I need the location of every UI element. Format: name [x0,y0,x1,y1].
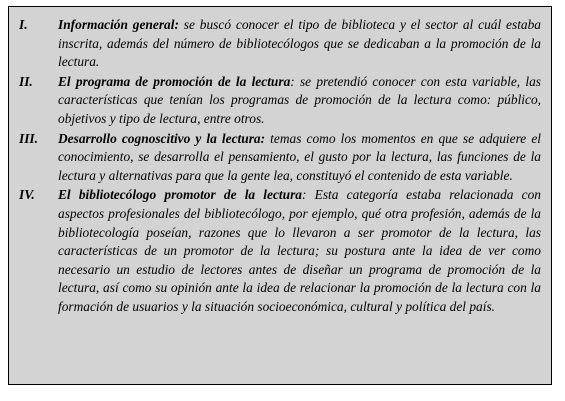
item-numeral: II. [19,73,33,89]
item-body: : Esta categoría estaba relacionada con aspectos profesionales del bibliotecólogo, por ejemplo, qué otra profesión, además de la bibliotecología poseían, razones que lo llevaron a ser promotor de la lectura, las características de un promotor de la lectura; su postura ante la idea de ver como necesario un estudio de lectores antes de diseñar un programa de promoción de la lectura, así como su opinión ante la idea de relacionar la promoción de la lectura con la formación de usuarios y la situación socioeconómica, cultural y política del país. [58,187,541,314]
item-heading: Información general: [58,17,179,32]
item-heading: El programa de promoción de la lectura [58,73,291,89]
item-text [58,73,541,129]
list-item [19,73,541,129]
item-numeral: IV. [19,187,35,203]
item-text [58,186,541,316]
list-item [19,130,541,186]
item-numeral: III. [19,130,38,146]
list-item [19,186,541,316]
item-heading: Desarrollo cognoscitivo y la lectura: [58,130,266,146]
item-numeral: I. [19,17,28,32]
item-body: se buscó conocer el tipo de biblioteca y el sector al cuál estaba inscrita, además del número de bibliotecólogos que se dedicaban a la promoción de la lectura. [58,17,541,70]
item-text [58,16,541,72]
item-heading: El bibliotecólogo promotor de la lectura [58,187,302,203]
item-body: : se pretendió conocer con esta variable, las características que tenían los programas de promoción de la lectura como: público, objetivos y tipo de lectura, entre otros. [58,73,541,126]
item-text [58,130,541,186]
variables-box [8,6,552,385]
item-body: temas como los momentos en que se adquiere el conocimiento, se desarrolla el pensamiento, el gusto por la lectura, las funciones de la lectura y alternativas para que la gente lea, constituyó el contenido de esta variable. [58,130,541,183]
list-item [19,16,541,72]
